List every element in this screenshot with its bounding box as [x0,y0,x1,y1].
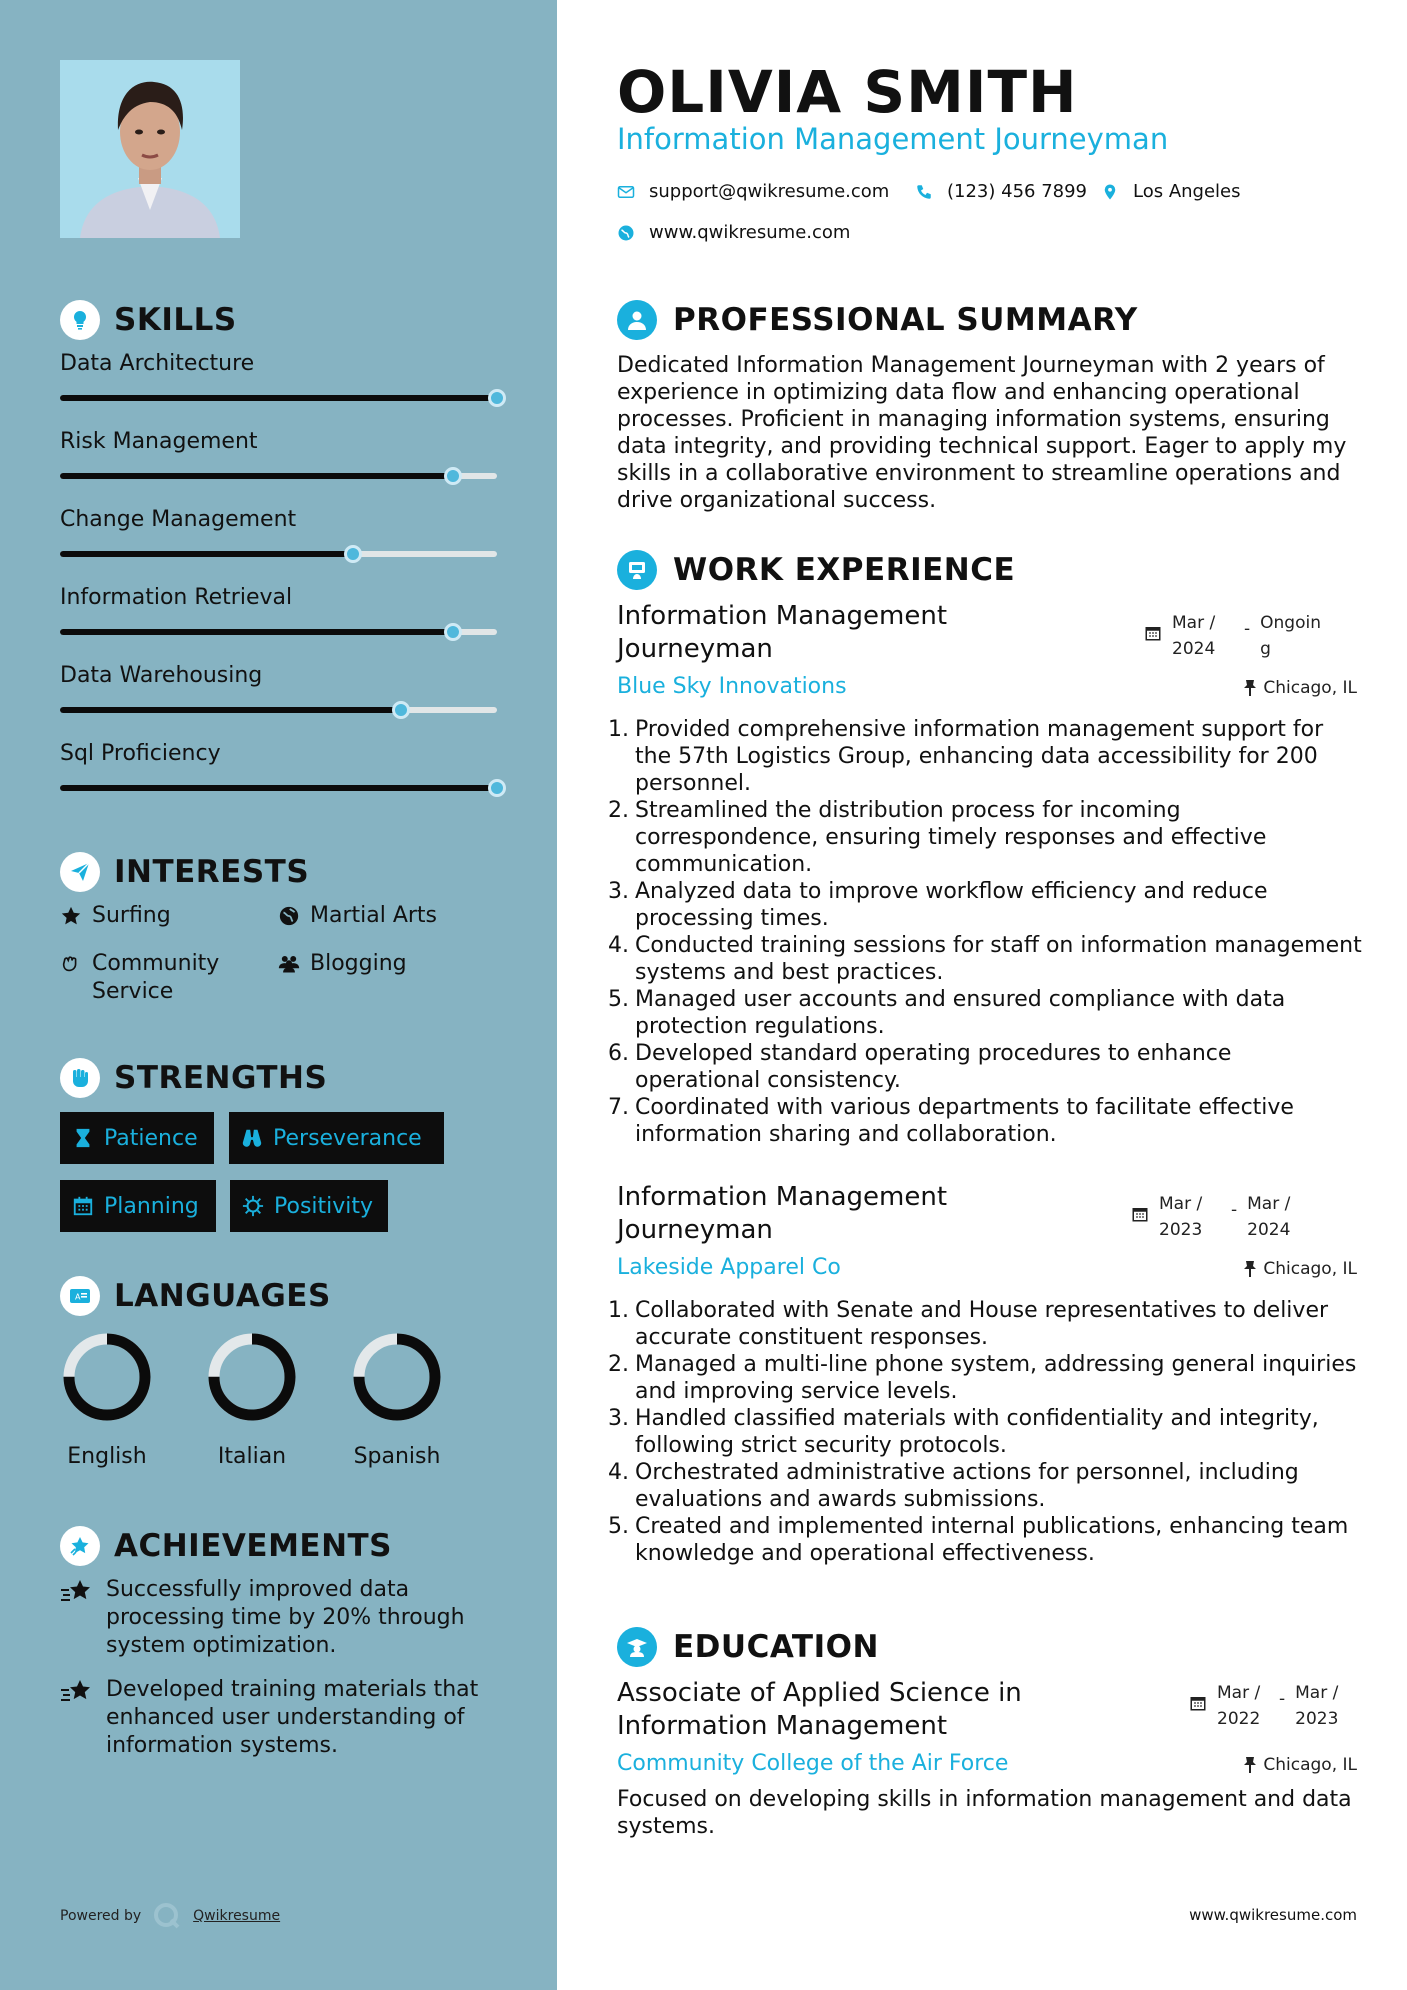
interest-label: Martial Arts [310,903,438,928]
skill-bar-handle [392,701,410,719]
pushpin-icon [1243,1260,1257,1278]
bullet-text: Analyzed data to improve workflow efficiency and reduce processing times. [635,879,1268,931]
bullet-number: 1. [608,1298,629,1323]
education-location [1243,1755,1357,1775]
language-ring [205,1330,299,1424]
strength-badge [60,1180,216,1232]
language-card-icon [60,1276,100,1316]
bullet-item [608,1094,1362,1148]
interest-label: Surfing [92,903,171,928]
bullet-text: Collaborated with Senate and House representatives to deliver accurate constituent responses. [635,1298,1329,1350]
skill-label: Risk Management [60,429,258,454]
profile-photo [60,60,240,238]
job-title: Information Management Journeyman [617,601,948,664]
bullet-item [608,716,1362,797]
skills-heading [60,300,237,340]
job-dates [1144,610,1322,662]
star-badge-icon [60,1526,100,1566]
bullet-item [608,1040,1362,1094]
qwikresume-logo-icon [153,1902,181,1930]
bullet-item [608,932,1362,986]
skill-item [60,585,500,615]
skill-bar-track [60,707,497,713]
interests-title: INTERESTS [114,854,310,890]
strength-label: Perseverance [273,1125,422,1151]
skill-item [60,741,500,771]
language-ring [350,1330,444,1424]
education-start-date: Mar / 2022 [1217,1683,1261,1729]
skill-bar-handle [344,545,362,563]
interest-label: Community Service [92,951,220,1004]
job-company: Blue Sky Innovations [617,674,847,699]
job-end-date: Mar / 2024 [1247,1194,1291,1240]
skill-bar-fill [60,629,453,635]
date-separator: - [1244,619,1251,639]
skill-bar-handle [444,467,462,485]
bullet-text: Provided comprehensive information management support for the 57th Logistics Group, enhancing data accessibility for 200 personnel. [635,717,1324,796]
summary-heading [617,300,1138,340]
skill-item [60,663,500,693]
education-dates [1189,1680,1357,1732]
fist-icon [60,1058,100,1098]
job-location [1243,1259,1357,1279]
pushpin-icon [1243,679,1257,697]
bullet-number: 6. [608,1041,629,1066]
interest-item [60,950,219,1006]
hourglass-icon [72,1127,94,1149]
globe-icon [278,905,300,927]
skill-label: Sql Proficiency [60,741,221,766]
skill-item [60,429,500,459]
degree-title: Associate of Applied Science in Information Management [617,1678,1022,1741]
briefcase-user-icon [617,550,657,590]
skill-bar-track [60,551,497,557]
education-description: Focused on developing skills in information management and data systems. [617,1787,1352,1839]
star-icon [60,905,82,927]
education-heading [617,1627,879,1667]
bullet-number: 5. [608,1514,629,1539]
skill-bar-track [60,473,497,479]
location-contact [1101,181,1241,202]
bullet-number: 4. [608,1460,629,1485]
achievement-item [60,1676,500,1760]
bullet-item [608,878,1362,932]
shooting-star-icon [60,1678,94,1706]
bullet-item [608,986,1362,1040]
main-content [608,0,1362,1990]
sidebar [0,0,557,1990]
users-icon [278,953,300,975]
job-location-text: Chicago, IL [1263,1259,1357,1279]
email-contact [617,181,889,202]
bullet-item [608,1405,1362,1459]
phone-contact [915,181,1087,202]
job-start-date: Mar / 2024 [1172,613,1216,659]
bullet-text: Streamlined the distribution process for incoming correspondence, ensuring timely responses and effective communication. [635,798,1267,877]
skill-label: Change Management [60,507,297,532]
strength-label: Planning [104,1193,199,1219]
bullet-number: 1. [608,717,629,742]
job-bullets [608,1297,1362,1567]
bullet-number: 3. [608,879,629,904]
candidate-role: Information Management Journeyman [617,122,1169,156]
bullet-item [608,1297,1362,1351]
achievement-text: Successfully improved data processing time by 20% through system optimization. [106,1577,465,1658]
skill-bar-track [60,395,497,401]
strengths-heading [60,1058,327,1098]
achievements-title: ACHIEVEMENTS [114,1528,393,1564]
bullet-text: Handled classified materials with confidentiality and integrity, following strict security protocols. [635,1406,1319,1458]
bullet-item [608,1513,1362,1567]
job-dates [1131,1191,1309,1243]
skill-label: Data Warehousing [60,663,263,688]
bullet-number: 2. [608,798,629,823]
lightbulb-icon [60,300,100,340]
education-location-text: Chicago, IL [1263,1755,1357,1775]
bullet-number: 4. [608,933,629,958]
pushpin-icon [1243,1756,1257,1774]
bullet-number: 7. [608,1095,629,1120]
footer-url[interactable]: www.qwikresume.com [1189,1906,1357,1924]
skills-title: SKILLS [114,302,237,338]
skill-bar-fill [60,551,353,557]
achievement-text: Developed training materials that enhanced user understanding of information systems. [106,1677,479,1758]
education-end-date: Mar / 2023 [1295,1683,1339,1729]
strength-badge [230,1180,388,1232]
skill-label: Information Retrieval [60,585,293,610]
shooting-star-icon [60,1578,94,1606]
language-item [192,1330,312,1469]
job-location-text: Chicago, IL [1263,678,1357,698]
achievements-heading [60,1526,392,1566]
language-label: English [67,1444,147,1469]
brand-link[interactable]: Qwikresume [193,1908,281,1924]
graduate-icon [617,1627,657,1667]
job-bullets [608,716,1362,1148]
job-location [1243,678,1357,698]
date-separator: - [1279,1689,1286,1709]
languages-heading [60,1276,331,1316]
skill-bar-fill [60,707,401,713]
skill-bar-fill [60,395,497,401]
envelope-icon [617,183,635,201]
summary-text: Dedicated Information Management Journeyman with 2 years of experience in optimizing data flow and enhancing operational processes. Proficient in managing information systems, ensuring data integrity, and providing technical support. Eager to apply my skills in a collaborative environment to streamline operations and drive organizational success. [617,353,1347,513]
powered-by-label: Powered by [60,1908,142,1924]
skill-bar-handle [488,779,506,797]
paper-plane-icon [60,852,100,892]
interest-item [278,902,437,930]
strength-badge [60,1112,214,1164]
language-item [47,1330,167,1469]
bullet-text: Created and implemented internal publications, enhancing team knowledge and operational effectiveness. [635,1514,1349,1566]
globe-icon [617,224,635,242]
bullet-item [608,1459,1362,1513]
strength-label: Patience [104,1125,198,1151]
interests-heading [60,852,309,892]
website-text[interactable]: www.qwikresume.com [649,222,851,243]
strength-label: Positivity [274,1193,374,1219]
bullet-item [608,797,1362,878]
job-company: Lakeside Apparel Co [617,1255,841,1280]
powered-by [60,1902,280,1930]
experience-title: WORK EXPERIENCE [673,552,1016,588]
phone-icon [915,183,933,201]
interest-label: Blogging [310,951,407,976]
job-start-date: Mar / 2023 [1159,1194,1203,1240]
bullet-text: Orchestrated administrative actions for personnel, including evaluations and awards submissions. [635,1460,1299,1512]
binoculars-icon [241,1127,263,1149]
language-item [337,1330,457,1469]
svg-text:A: A [75,1292,81,1302]
experience-heading [617,550,1015,590]
strength-badge [229,1112,444,1164]
languages-title: LANGUAGES [114,1278,331,1314]
website-contact [617,222,850,243]
location-text: Los Angeles [1133,181,1241,202]
language-label: Italian [217,1444,287,1469]
interest-item [278,950,407,978]
bullet-number: 3. [608,1406,629,1431]
skill-bar-track [60,629,497,635]
phone-text: (123) 456 7899 [947,181,1088,202]
language-ring [60,1330,154,1424]
bullet-number: 5. [608,987,629,1012]
skill-item [60,351,500,381]
calendar-icon [72,1195,94,1217]
skill-bar-fill [60,473,453,479]
calendar-icon [1144,624,1162,642]
sun-icon [242,1195,264,1217]
bullet-text: Coordinated with various departments to facilitate effective information sharing and collaboration. [635,1095,1294,1147]
hand-icon [60,953,82,975]
strengths-title: STRENGTHS [114,1060,328,1096]
interest-item [60,902,171,930]
skill-bar-handle [488,389,506,407]
bullet-text: Managed user accounts and ensured compliance with data protection regulations. [635,987,1286,1039]
job-title: Information Management Journeyman [617,1182,948,1245]
achievement-item [60,1576,500,1660]
language-label: Spanish [353,1444,441,1469]
calendar-icon [1189,1694,1207,1712]
skill-bar-track [60,785,497,791]
bullet-text: Developed standard operating procedures to enhance operational consistency. [635,1041,1232,1093]
map-pin-icon [1101,183,1119,201]
job-end-date: Ongoin g [1260,613,1321,659]
bullet-text: Conducted training sessions for staff on information management systems and best practices. [635,933,1362,985]
user-icon [617,300,657,340]
bullet-number: 2. [608,1352,629,1377]
education-title: EDUCATION [673,1629,879,1665]
skill-bar-fill [60,785,497,791]
skill-item [60,507,500,537]
calendar-icon [1131,1205,1149,1223]
date-separator: - [1231,1200,1238,1220]
bullet-text: Managed a multi-line phone system, addressing general inquiries and improving service levels. [635,1352,1357,1404]
bullet-item [608,1351,1362,1405]
skill-label: Data Architecture [60,351,255,376]
skill-bar-handle [444,623,462,641]
candidate-name: OLIVIA SMITH [617,58,1078,126]
email-text[interactable]: support@qwikresume.com [649,181,890,202]
school-name: Community College of the Air Force [617,1751,1009,1776]
summary-title: PROFESSIONAL SUMMARY [673,302,1138,338]
